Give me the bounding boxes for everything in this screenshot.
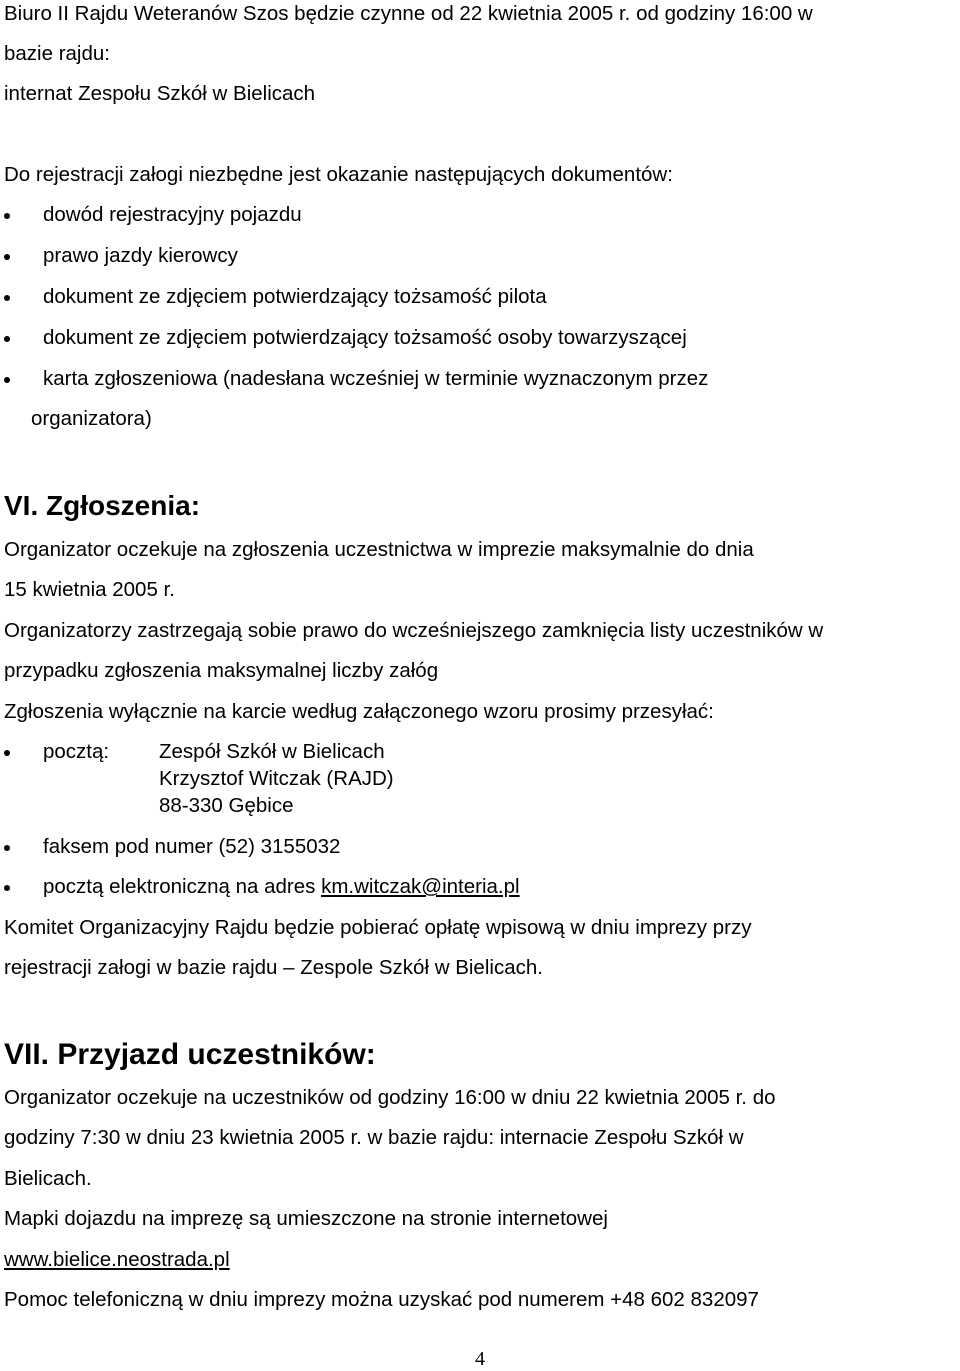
section-6-p1-line-2: 15 kwietnia 2005 r.: [4, 578, 175, 601]
list-item-text: prawo jazdy kierowcy: [43, 244, 238, 267]
website-link[interactable]: www.bielice.neostrada.pl: [4, 1248, 230, 1271]
bullet-icon: [4, 845, 10, 851]
post-address-line-1: Zespół Szkół w Bielicach: [159, 740, 385, 763]
list-item-continuation: organizatora): [31, 407, 152, 430]
bullet-icon: [4, 750, 10, 756]
list-item-text: dokument ze zdjęciem potwierdzający tożsamość pilota: [43, 285, 547, 308]
phone-line: Pomoc telefoniczną w dniu imprezy można uzyskać pod numerem +48 602 832097: [4, 1288, 759, 1311]
intro-line-2: bazie rajdu:: [4, 42, 110, 65]
list-item-text: dowód rejestracyjny pojazdu: [43, 203, 302, 226]
section-6-p3: Zgłoszenia wyłącznie na karcie według załączonego wzoru prosimy przesyłać:: [4, 700, 714, 723]
section-7-p1-line-3: Bielicach.: [4, 1167, 92, 1190]
email-label: pocztą elektroniczną na adres: [43, 875, 322, 898]
post-label: pocztą:: [43, 740, 110, 763]
bullet-icon: [4, 295, 10, 301]
bullet-icon: [4, 254, 10, 260]
section-6-heading: VI. Zgłoszenia:: [4, 490, 201, 521]
fax-text: faksem pod numer (52) 3155032: [43, 835, 341, 858]
post-address-line-3: 88-330 Gębice: [159, 794, 294, 817]
list-item-text: karta zgłoszeniowa (nadesłana wcześniej w terminie wyznaczonym przez: [43, 367, 709, 390]
section-7-p2-line-1: Mapki dojazdu na imprezę są umieszczone na stronie internetowej: [4, 1207, 608, 1230]
intro-line-1: Biuro II Rajdu Weteranów Szos będzie czynne od 22 kwietnia 2005 r. od godziny 16:00 w: [4, 2, 813, 25]
section-7-p1-line-2: godziny 7:30 w dniu 23 kwietnia 2005 r. w bazie rajdu: internacie Zespołu Szkół w: [4, 1126, 744, 1149]
bullet-icon: [4, 377, 10, 383]
list-item-text: dokument ze zdjęciem potwierdzający tożsamość osoby towarzyszącej: [43, 326, 687, 349]
section-6-p2-line-2: przypadku zgłoszenia maksymalnej liczby załóg: [4, 659, 439, 682]
documents-intro: Do rejestracji załogi niezbędne jest okazanie następujących dokumentów:: [4, 163, 673, 186]
section-7-p1-line-1: Organizator oczekuje na uczestników od godziny 16:00 w dniu 22 kwietnia 2005 r. do: [4, 1086, 776, 1109]
section-7-heading: VII. Przyjazd uczestników:: [4, 1038, 376, 1071]
page-number: 4: [475, 1348, 485, 1370]
post-address-line-2: Krzysztof Witczak (RAJD): [159, 767, 394, 790]
bullet-icon: [4, 885, 10, 891]
fee-line-2: rejestracji załogi w bazie rajdu – Zespole Szkół w Bielicach.: [4, 956, 543, 979]
fee-line-1: Komitet Organizacyjny Rajdu będzie pobierać opłatę wpisową w dniu imprezy przy: [4, 916, 752, 939]
email-link[interactable]: km.witczak@interia.pl: [321, 875, 520, 898]
bullet-icon: [4, 213, 10, 219]
email-text: [43, 875, 520, 899]
bullet-icon: [4, 336, 10, 342]
section-6-p2-line-1: Organizatorzy zastrzegają sobie prawo do wcześniejszego zamknięcia listy uczestników w: [4, 619, 824, 642]
intro-line-3: internat Zespołu Szkół w Bielicach: [4, 82, 316, 105]
section-6-p1-line-1: Organizator oczekuje na zgłoszenia uczestnictwa w imprezie maksymalnie do dnia: [4, 538, 754, 561]
